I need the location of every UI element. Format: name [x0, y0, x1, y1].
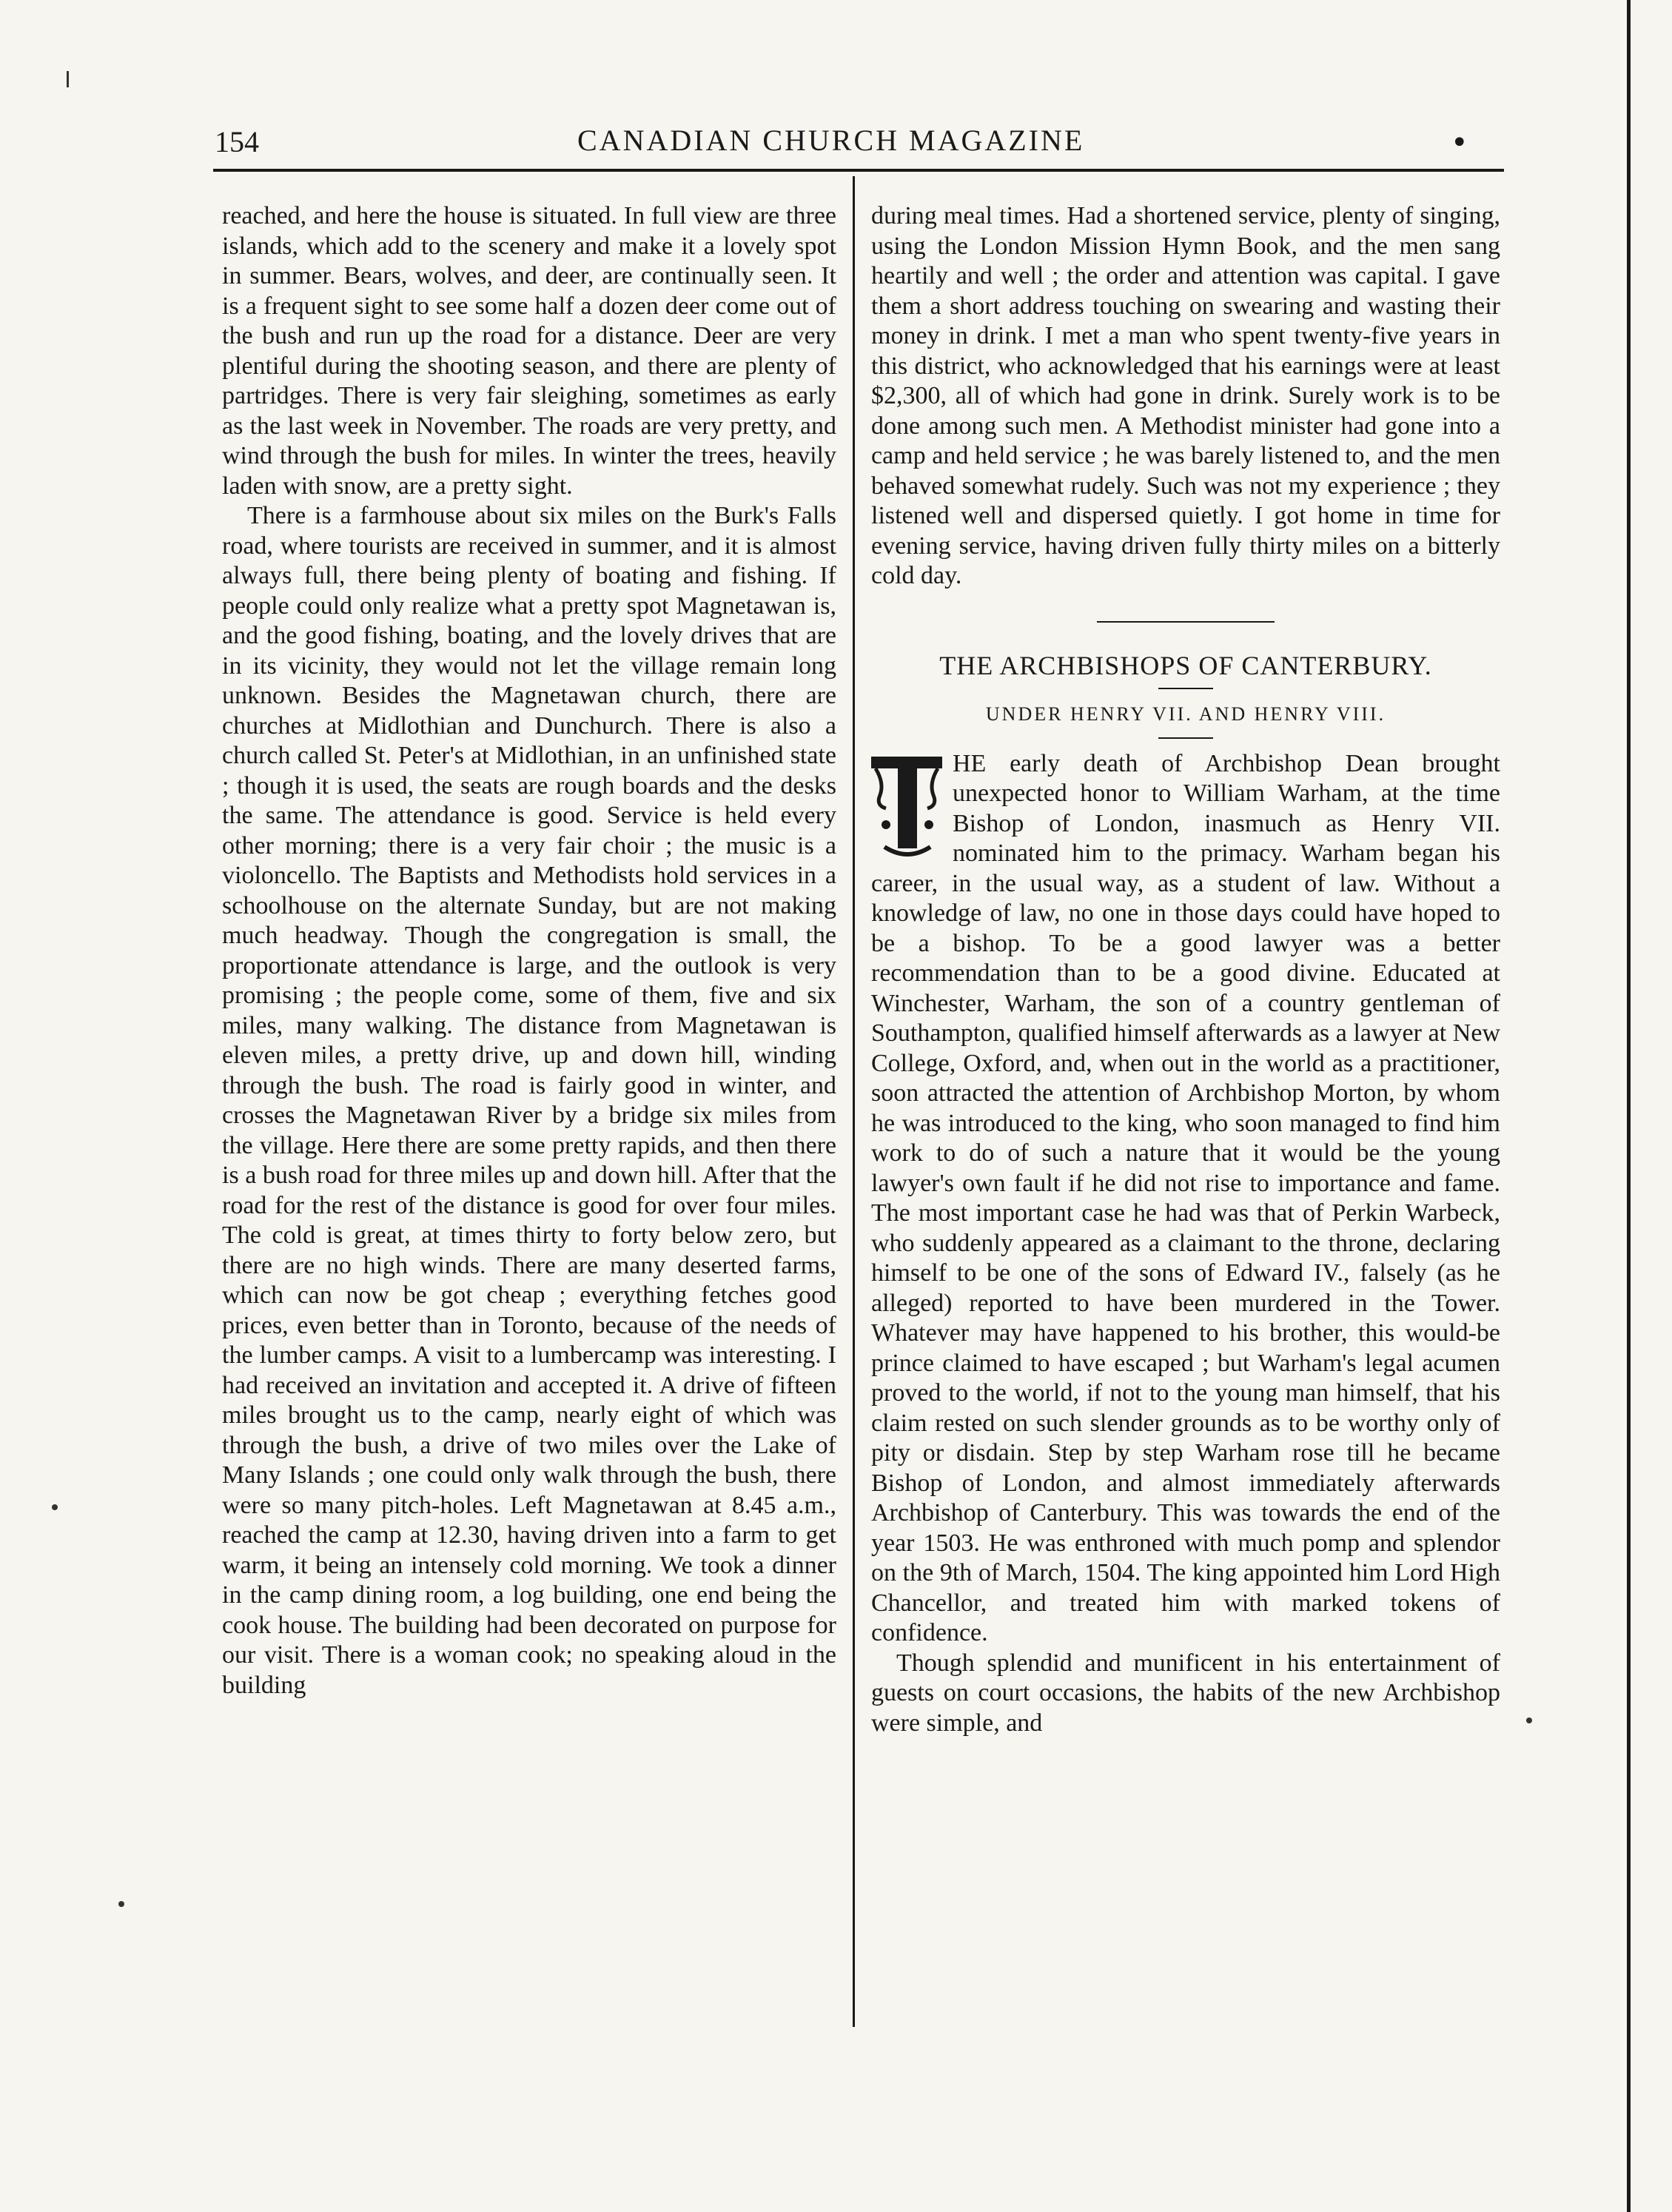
header-rule	[213, 169, 1504, 172]
margin-dot	[52, 1504, 58, 1510]
article-paragraph-1-text: HE early death of Archbishop Dean brought unexpected honor to William Warham, at the time Bishop of London, inasmuch as Henry VII. nominated him to the primacy. Warham began his career, in the usual way, as a student of law. Without a knowledge of law, no one in those days could have hoped to be a bishop. To be a good lawyer was a better recommendation than to be a good divine. Educated at Winchester, Warham, the son of a country gentleman of Southampton, qualified himself afterwards as a lawyer at New College, Oxford, and, when out in the world as a practitioner, soon attracted the attention of Archbishop Morton, by whom he was introduced to the king, who soon managed to find him work to do of such a nature that it would be the young lawyer's own fault if he did not rise to importance and fame. The most important case he had was that of Perkin Warbeck, who suddenly appeared as a claimant to the throne, declaring himself to be one of the sons of Edward IV., falsely (as he alleged) reported to have been murdered in the Tower. Whatever may have happened to his brother, this would-be prince claimed to have escaped ; but Warham's legal acumen proved to the world, if not to the young man himself, that his claim rested on such slender grounds as to be worthy only of pity or disdain. Step by step Warham rose till he became Bishop of London, and almost immediately afterwards Archbishop of Canterbury. This was towards the end of the year 1503. He was enthroned with much pomp and splendor on the 9th of March, 1504. The king appointed him Lord High Chancellor, and treated him with marked tokens of confidence.	[871, 749, 1500, 1646]
svg-text:T: T	[904, 855, 910, 863]
margin-mark	[67, 71, 69, 87]
margin-dot	[118, 1901, 124, 1907]
title-rule	[1158, 688, 1213, 689]
article-subtitle: UNDER HENRY VII. AND HENRY VIII.	[985, 703, 1386, 725]
running-title: CANADIAN CHURCH MAGAZINE	[577, 124, 1085, 157]
drop-cap	[870, 754, 944, 863]
right-column	[871, 201, 1500, 1738]
margin-dot	[1526, 1717, 1532, 1723]
page-number: 154	[215, 125, 259, 158]
left-column	[222, 201, 836, 1700]
scan-edge-bar	[1627, 0, 1631, 2212]
left-paragraph-2: There is a farmhouse about six miles on the Burk's Falls road, where tourists are received in summer, and it is almost always full, there being plenty of boating and fishing. If people could only realize what a pretty spot Magnetawan is, and the good fishing, boating, and the lovely drives that are in its vicinity, they would not let the village remain long unknown. Besides the Magnetawan church, there are churches at Midlothian and Dunchurch. There is also a church called St. Peter's at Midlothian, in an unfinished state ; though it is used, the seats are rough boards and the desks the same. The attendance is good. Service is held every other morning; there is a very fair choir ; the music is a violoncello. The Baptists and Methodists hold services in a schoolhouse on the alternate Sunday, but are not making much headway. Though the congregation is small, the proportionate attendance is large, and the outlook is very promising ; the people come, some of them, five and six miles, many walking. The distance from Magnetawan is eleven miles, a pretty drive, up and down hill, winding through the bush. The road is fairly good in winter, and crosses the Magnetawan River by a bridge six miles from the village. Here there are some pretty rapids, and then there is a bush road for three miles up and down hill. After that the road for the rest of the distance is good for over four miles. The cold is great, at times thirty to forty below zero, but there are no high winds. There are many deserted farms, which can now be got cheap ; everything fetches good prices, even better than in Toronto, because of the needs of the lumber camps. A visit to a lumbercamp was interesting. I had received an invitation and accepted it. A drive of fifteen miles brought us to the camp, nearly eight of which was through the bush, a drive of two miles over the Lake of Many Islands ; one could only walk through the bush, there were so many pitch-holes. Left Magnetawan at 8.45 a.m., reached the camp at 12.30, having driven into a farm to get warm, it being an intensely cold morning. We took a dinner in the camp dining room, a log building, one end being the cook house. The building had been decorated on purpose for our visit. There is a woman cook; no speaking aloud in the building	[222, 502, 836, 1699]
ornamental-t-icon	[870, 754, 944, 863]
article-paragraph-2: Though splendid and munificent in his entertainment of guests on court occasions, the habits of the new Archbishop were simple, and	[871, 1649, 1500, 1737]
article-paragraph-1	[871, 749, 1500, 1649]
column-divider	[853, 176, 855, 2027]
header-dot: •	[1451, 126, 1468, 160]
subtitle-rule	[1158, 737, 1213, 739]
section-rule	[1097, 621, 1275, 623]
article-title: THE ARCHBISHOPS OF CANTERBURY.	[939, 650, 1432, 680]
left-paragraph-1: reached, and here the house is situated. In full view are three islands, which add to the scenery and make it a lovely spot in summer. Bears, wolves, and deer, are continually seen. It is a frequent sight to see some half a dozen deer come out of the bush and run up the road for a distance. Deer are very plentiful during the shooting season, and there are plenty of partridges. There is very fair sleighing, sometimes as early as the last week in November. The roads are very pretty, and wind through the bush for miles. In winter the trees, heavily laden with snow, are a pretty sight.	[222, 202, 836, 500]
right-paragraph-1: during meal times. Had a shortened service, plenty of singing, using the London Mission Hymn Book, and the men sang heartily and well ; the order and attention was capital. I gave them a short address touching on swearing and wasting their money in drink. I met a man who spent twenty-five years in this district, who acknowledged that his earnings were at least $2,300, all of which had gone in drink. Surely work is to be done among such men. A Methodist minister had gone into a camp and held service ; he was barely listened to, and the men behaved somewhat rudely. Such was not my experience ; they listened well and dispersed quietly. I got home in time for evening service, having driven fully thirty miles on a bitterly cold day.	[871, 202, 1500, 589]
